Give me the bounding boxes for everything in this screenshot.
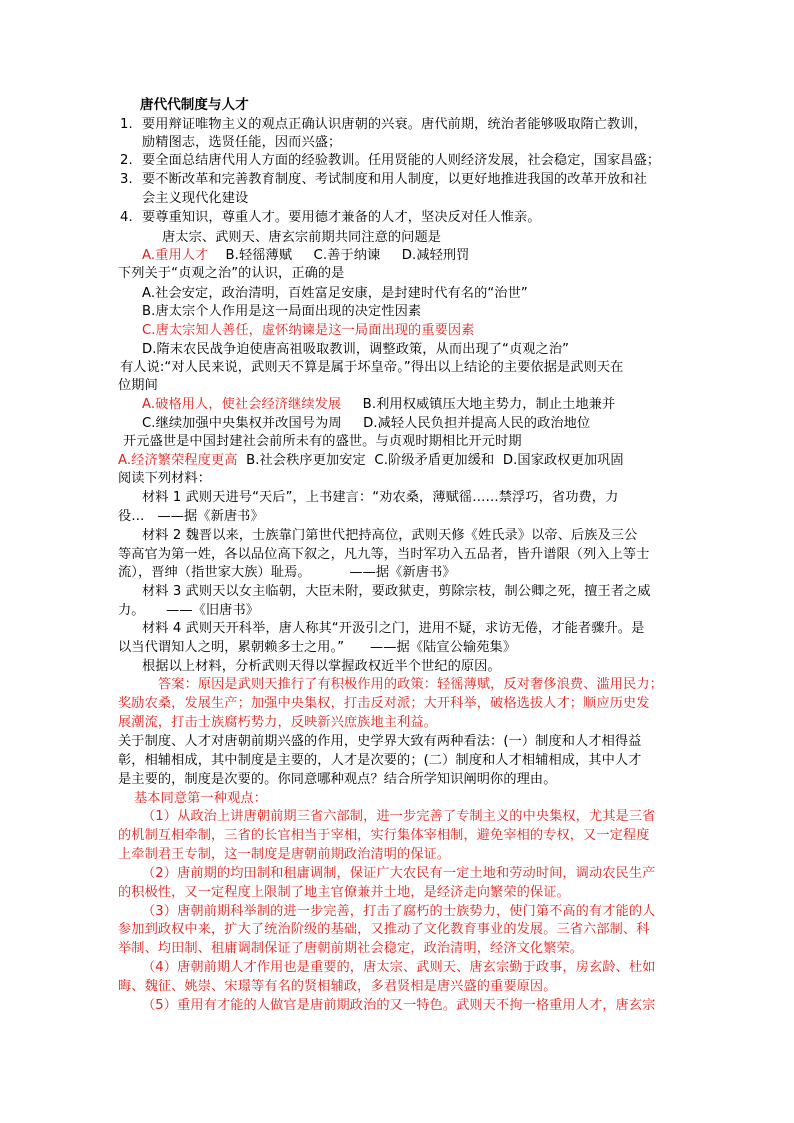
point-text: 要尊重知识，尊重人才。要用德才兼备的人才，坚决反对任人惟亲。 <box>142 210 541 225</box>
material-2-cont-2: 流），晋绅（指世家大族）耻焉。 ——据《新唐书》 <box>118 565 456 580</box>
q3-option-c: C.继续加强中央集权并改国号为周 <box>142 416 342 431</box>
material-2: 材料 2 魏晋以来，士族靠门第世代把持高位，武则天修《姓氏录》以帝、后族及三公 <box>142 528 638 543</box>
q4-answer: A.经济繁荣程度更高 <box>118 453 238 468</box>
q6-point-2-cont: 的积极性，又一定程度上限制了地主官僚兼并土地，是经济走向繁荣的保证。 <box>118 885 570 900</box>
q1-stem: 唐太宗、武则天、唐玄宗前期共同注意的问题是 <box>162 230 442 245</box>
point-text: 要用辩证唯物主义的观点正确认识唐朝的兴衰。唐代前期，统治者能够吸取隋亡教训， <box>142 117 647 132</box>
q3-option-b: B.利用权威镇压大地主势力，制止土地兼并 <box>341 397 616 412</box>
doc-title: 唐代代制度与人才 <box>140 97 249 113</box>
q1-other-options: B.轻徭薄赋 C.善于纳谏 D.减轻刑罚 <box>208 248 470 263</box>
point-2 <box>120 152 680 170</box>
point-3-cont: 会主义现代化建设 <box>142 191 249 206</box>
q6-point-3: （3）唐朝前期科举制的进一步完善，打击了腐朽的士族势力，使门第不高的有才能的人 <box>142 904 656 919</box>
q6-point-1-cont-2: 上牵制君王专制，这一制度是唐朝前期政治清明的保证。 <box>118 847 451 862</box>
q6-point-5: （5）重用有才能的人做官是唐前期政治的又一特色。武则天不拘一格重用人才，唐玄宗 <box>142 998 656 1013</box>
q3-options-cd <box>142 415 702 433</box>
q6-point-1-cont-1: 的机制互相牵制，三省的长官相当于宰相，实行集体宰相制，避免宰相的专权，又一定程度 <box>118 828 650 843</box>
q4-other-options: B.社会秩序更加安定 C.阶级矛盾更加缓和 D.国家政权更加巩固 <box>237 453 624 468</box>
q3-answer: A.破格用人，使社会经济继续发展 <box>142 397 342 412</box>
material-4-cont: 以当代谓知人之明，累朝赖多士之用。” ——据《陆宣公输苑集》 <box>118 640 517 655</box>
point-number: 1. <box>120 117 133 132</box>
q3-stem: 有人说:“对人民来说，武则天不算是属于坏皇帝。”得出以上结论的主要依据是武则天在 <box>120 360 624 375</box>
q6-stem-3: 是主要的，制度是次要的。你同意哪种观点？结合所学知识阐明你的理由。 <box>118 772 557 787</box>
material-3-cont: 力。 ——《旧唐书》 <box>118 603 260 618</box>
point-3 <box>120 171 680 189</box>
q3-stem-cont: 位期间 <box>118 378 158 393</box>
point-4 <box>120 209 680 227</box>
q2-stem: 下列关于“贞观之治”的认识，正确的是 <box>118 266 345 281</box>
q5-answer-2: 奖励农桑，发展生产；加强中央集权，打击反对派；大开科举，破格选拔人才；顺应历史发 <box>118 696 650 711</box>
material-1-cont: 役… ——据《新唐书》 <box>118 509 264 524</box>
q2-option-a: A.社会安定，政治清明，百姓富足安康，是封建时代有名的“治世” <box>142 286 528 301</box>
q4-stem: 开元盛世是中国封建社会前所未有的盛世。与贞观时期相比开元时期 <box>123 434 522 449</box>
material-4: 材料 4 武则天开科举，唐人称其“开汲引之门，进用不疑，求访无倦，才能者骤升。是 <box>142 621 645 636</box>
point-number: 2. <box>120 153 133 168</box>
q5-answer-3: 展潮流，打击士族腐朽势力，反映新兴庶族地主利益。 <box>118 715 437 730</box>
q6-point-4: （4）唐朝前期人才作用也是重要的，唐太宗、武则天、唐玄宗勤于政事，房玄龄、杜如 <box>142 960 656 975</box>
q6-agree: 基本同意第一种观点： <box>134 791 267 806</box>
point-number: 3. <box>120 172 133 187</box>
q6-point-3-cont-1: 参加到政权中来，扩大了统治阶级的基础，又推动了文化教育事业的发展。三省六部制、科 <box>118 922 650 937</box>
q6-point-2: （2）唐前期的均田制和租庸调制，保证广大农民有一定土地和劳动时间，调动农民生产 <box>142 866 656 881</box>
q2-option-d: D.隋末农民战争迫使唐高祖吸取教训，调整政策，从而出现了“贞观之治” <box>142 342 570 357</box>
q5-intro: 阅读下列材料： <box>118 471 212 486</box>
q6-point-3-cont-2: 举制、均田制、租庸调制保证了唐朝前期社会稳定，政治清明，经济文化繁荣。 <box>118 941 584 956</box>
q6-stem-2: 彰，相辅相成，其中制度是主要的，人才是次要的；(二）制度和人才相辅相成，其中人才 <box>118 753 642 768</box>
q5-answer-1: 答案：原因是武则天推行了有积极作用的政策：轻徭薄赋，反对奢侈浪费、滥用民力； <box>158 677 663 692</box>
q2-option-c-answer: C.唐太宗知人善任，虚怀纳谏是这一局面出现的重要因素 <box>142 323 475 338</box>
q3-options-ab <box>142 396 702 414</box>
point-1 <box>120 116 680 134</box>
q6-point-1: （1）从政治上讲唐朝前期三省六部制，进一步完善了专制主义的中央集权，尤其是三省 <box>142 809 656 824</box>
point-1-cont: 励精图志，选贤任能，因而兴盛； <box>142 135 342 150</box>
q4-options <box>118 452 678 470</box>
point-text: 要全面总结唐代用人方面的经验教训。任用贤能的人则经济发展，社会稳定，国家昌盛； <box>142 153 661 168</box>
q6-point-4-cont: 晦、魏征、姚崇、宋璟等有名的贤相辅政，多君贤相是唐兴盛的重要原因。 <box>118 979 557 994</box>
q1-options <box>142 247 702 265</box>
point-text: 要不断改革和完善教育制度、考试制度和用人制度，以更好地推进我国的改革开放和社 <box>142 172 647 187</box>
q1-answer: A.重用人才 <box>142 248 209 263</box>
material-3: 材料 3 武则天以女主临朝，大臣未附，要政狱吏，剪除宗枝，制公卿之死，擅王者之威 <box>142 584 651 599</box>
q5-question: 根据以上材料，分析武则天得以掌握政权近半个世纪的原因。 <box>142 659 501 674</box>
q6-stem-1: 关于制度、人才对唐朝前期兴盛的作用，史学界大致有两种看法：(一）制度和人才相得益 <box>118 734 642 749</box>
material-1: 材料 1 武则天进号“天后”，上书建言：“劝农桑，薄赋徭……禁浮巧，省功费，力 <box>142 490 619 505</box>
point-number: 4. <box>120 210 133 225</box>
q3-option-d: D.减轻人民负担并提高人民的政治地位 <box>341 416 591 431</box>
material-2-cont-1: 等高官为第一姓，各以品位高下叙之，凡九等，当时军功入五品者，皆升谱限（列入上等士 <box>118 547 650 562</box>
q2-option-b: B.唐太宗个人作用是这一局面出现的决定性因素 <box>142 304 422 319</box>
